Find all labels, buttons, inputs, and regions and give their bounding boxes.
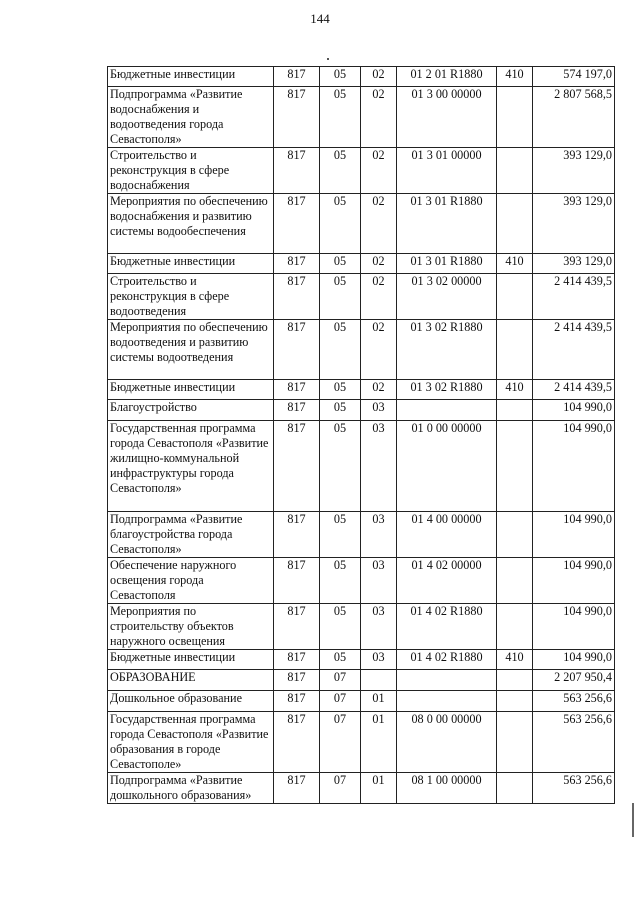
- expense-type-code: [497, 87, 533, 148]
- target-article-code: 01 3 02 00000: [397, 274, 497, 320]
- amount: 2 414 439,5: [533, 320, 615, 380]
- ministry-code: 817: [274, 773, 320, 804]
- subsection-code: 02: [361, 380, 397, 400]
- amount: 104 990,0: [533, 400, 615, 421]
- amount: 104 990,0: [533, 421, 615, 512]
- section-code: 05: [320, 558, 361, 604]
- target-article-code: 08 0 00 00000: [397, 712, 497, 773]
- amount: 2 414 439,5: [533, 274, 615, 320]
- section-code: 05: [320, 148, 361, 194]
- ministry-code: 817: [274, 400, 320, 421]
- target-article-code: [397, 670, 497, 691]
- target-article-code: 01 2 01 R1880: [397, 67, 497, 87]
- page-number: 144: [310, 11, 330, 26]
- amount: 104 990,0: [533, 512, 615, 558]
- row-name: Бюджетные инвестиции: [108, 67, 274, 87]
- amount: 563 256,6: [533, 712, 615, 773]
- row-name: Дошкольное образование: [108, 691, 274, 712]
- scan-edge-mark: [632, 803, 634, 837]
- expense-type-code: 410: [497, 67, 533, 87]
- table-row: [108, 558, 615, 604]
- row-name: Государственная программа города Севастополя «Развитие образования в городе Севастополе»: [108, 712, 274, 773]
- amount: 393 129,0: [533, 194, 615, 254]
- ministry-code: 817: [274, 558, 320, 604]
- table-row: [108, 400, 615, 421]
- section-code: 05: [320, 254, 361, 274]
- target-article-code: 01 3 00 00000: [397, 87, 497, 148]
- row-name: Мероприятия по строительству объектов наружного освещения: [108, 604, 274, 650]
- table-row: [108, 87, 615, 148]
- subsection-code: 03: [361, 604, 397, 650]
- target-article-code: 01 3 02 R1880: [397, 320, 497, 380]
- table-row: [108, 512, 615, 558]
- target-article-code: 01 3 01 00000: [397, 148, 497, 194]
- section-code: 05: [320, 320, 361, 380]
- expense-type-code: [497, 194, 533, 254]
- amount: 393 129,0: [533, 254, 615, 274]
- table-row: [108, 604, 615, 650]
- section-code: 05: [320, 274, 361, 320]
- expense-type-code: [497, 712, 533, 773]
- ministry-code: 817: [274, 650, 320, 670]
- subsection-code: 01: [361, 773, 397, 804]
- expense-type-code: [497, 400, 533, 421]
- expense-type-code: 410: [497, 254, 533, 274]
- ministry-code: 817: [274, 194, 320, 254]
- subsection-code: 02: [361, 148, 397, 194]
- target-article-code: 01 4 00 00000: [397, 512, 497, 558]
- ministry-code: 817: [274, 320, 320, 380]
- subsection-code: 03: [361, 512, 397, 558]
- row-name: ОБРАЗОВАНИЕ: [108, 670, 274, 691]
- row-name: Строительство и реконструкция в сфере водоотведения: [108, 274, 274, 320]
- amount: 2 207 950,4: [533, 670, 615, 691]
- subsection-code: 03: [361, 400, 397, 421]
- subsection-code: 02: [361, 194, 397, 254]
- expense-type-code: [497, 773, 533, 804]
- expense-type-code: 410: [497, 650, 533, 670]
- target-article-code: 01 3 01 R1880: [397, 254, 497, 274]
- table-row: [108, 670, 615, 691]
- ministry-code: 817: [274, 691, 320, 712]
- row-name: Мероприятия по обеспечению водоснабжения и развитию системы водообеспечения: [108, 194, 274, 254]
- table-row: [108, 421, 615, 512]
- target-article-code: [397, 691, 497, 712]
- table-row: [108, 274, 615, 320]
- table-row: [108, 194, 615, 254]
- ministry-code: 817: [274, 512, 320, 558]
- row-name: Строительство и реконструкция в сфере водоснабжения: [108, 148, 274, 194]
- expense-type-code: [497, 512, 533, 558]
- table-row: [108, 148, 615, 194]
- table-row: [108, 773, 615, 804]
- subsection-code: 03: [361, 650, 397, 670]
- table-row: [108, 712, 615, 773]
- row-name: Бюджетные инвестиции: [108, 254, 274, 274]
- ministry-code: 817: [274, 380, 320, 400]
- ministry-code: 817: [274, 712, 320, 773]
- section-code: 05: [320, 512, 361, 558]
- section-code: 05: [320, 380, 361, 400]
- section-code: 07: [320, 670, 361, 691]
- expense-type-code: [497, 320, 533, 380]
- expense-type-code: [497, 274, 533, 320]
- subsection-code: 03: [361, 558, 397, 604]
- scan-dot: [327, 58, 329, 60]
- budget-table: [107, 66, 615, 804]
- subsection-code: 02: [361, 87, 397, 148]
- subsection-code: 01: [361, 712, 397, 773]
- table-row: [108, 67, 615, 87]
- ministry-code: 817: [274, 148, 320, 194]
- row-name: Мероприятия по обеспечению водоотведения и развитию системы водоотведения: [108, 320, 274, 380]
- section-code: 05: [320, 604, 361, 650]
- table-row: [108, 320, 615, 380]
- ministry-code: 817: [274, 604, 320, 650]
- ministry-code: 817: [274, 254, 320, 274]
- target-article-code: 01 4 02 R1880: [397, 650, 497, 670]
- amount: 2 414 439,5: [533, 380, 615, 400]
- ministry-code: 817: [274, 274, 320, 320]
- section-code: 05: [320, 67, 361, 87]
- target-article-code: 08 1 00 00000: [397, 773, 497, 804]
- section-code: 07: [320, 691, 361, 712]
- table-row: [108, 380, 615, 400]
- subsection-code: 03: [361, 421, 397, 512]
- target-article-code: 01 3 01 R1880: [397, 194, 497, 254]
- expense-type-code: 410: [497, 380, 533, 400]
- table-row: [108, 650, 615, 670]
- amount: 574 197,0: [533, 67, 615, 87]
- subsection-code: 01: [361, 691, 397, 712]
- expense-type-code: [497, 148, 533, 194]
- amount: 563 256,6: [533, 691, 615, 712]
- amount: 104 990,0: [533, 604, 615, 650]
- expense-type-code: [497, 670, 533, 691]
- section-code: 05: [320, 87, 361, 148]
- target-article-code: 01 4 02 R1880: [397, 604, 497, 650]
- section-code: 05: [320, 421, 361, 512]
- row-name: Государственная программа города Севастополя «Развитие жилищно-коммунальной инфраструктуры города Севастополя»: [108, 421, 274, 512]
- ministry-code: 817: [274, 421, 320, 512]
- row-name: Бюджетные инвестиции: [108, 380, 274, 400]
- expense-type-code: [497, 604, 533, 650]
- ministry-code: 817: [274, 87, 320, 148]
- section-code: 05: [320, 650, 361, 670]
- row-name: Бюджетные инвестиции: [108, 650, 274, 670]
- ministry-code: 817: [274, 67, 320, 87]
- section-code: 05: [320, 194, 361, 254]
- amount: 104 990,0: [533, 650, 615, 670]
- target-article-code: 01 0 00 00000: [397, 421, 497, 512]
- expense-type-code: [497, 421, 533, 512]
- target-article-code: 01 3 02 R1880: [397, 380, 497, 400]
- amount: 2 807 568,5: [533, 87, 615, 148]
- amount: 393 129,0: [533, 148, 615, 194]
- subsection-code: 02: [361, 320, 397, 380]
- section-code: 07: [320, 773, 361, 804]
- section-code: 07: [320, 712, 361, 773]
- expense-type-code: [497, 558, 533, 604]
- table-row: [108, 691, 615, 712]
- subsection-code: 02: [361, 67, 397, 87]
- subsection-code: 02: [361, 254, 397, 274]
- table-row: [108, 254, 615, 274]
- target-article-code: 01 4 02 00000: [397, 558, 497, 604]
- expense-type-code: [497, 691, 533, 712]
- row-name: Подпрограмма «Развитие водоснабжения и водоотведения города Севастополя»: [108, 87, 274, 148]
- row-name: Обеспечение наружного освещения города Севастополя: [108, 558, 274, 604]
- amount: 563 256,6: [533, 773, 615, 804]
- subsection-code: [361, 670, 397, 691]
- ministry-code: 817: [274, 670, 320, 691]
- target-article-code: [397, 400, 497, 421]
- amount: 104 990,0: [533, 558, 615, 604]
- row-name: Подпрограмма «Развитие дошкольного образования»: [108, 773, 274, 804]
- row-name: Подпрограмма «Развитие благоустройства города Севастополя»: [108, 512, 274, 558]
- subsection-code: 02: [361, 274, 397, 320]
- section-code: 05: [320, 400, 361, 421]
- row-name: Благоустройство: [108, 400, 274, 421]
